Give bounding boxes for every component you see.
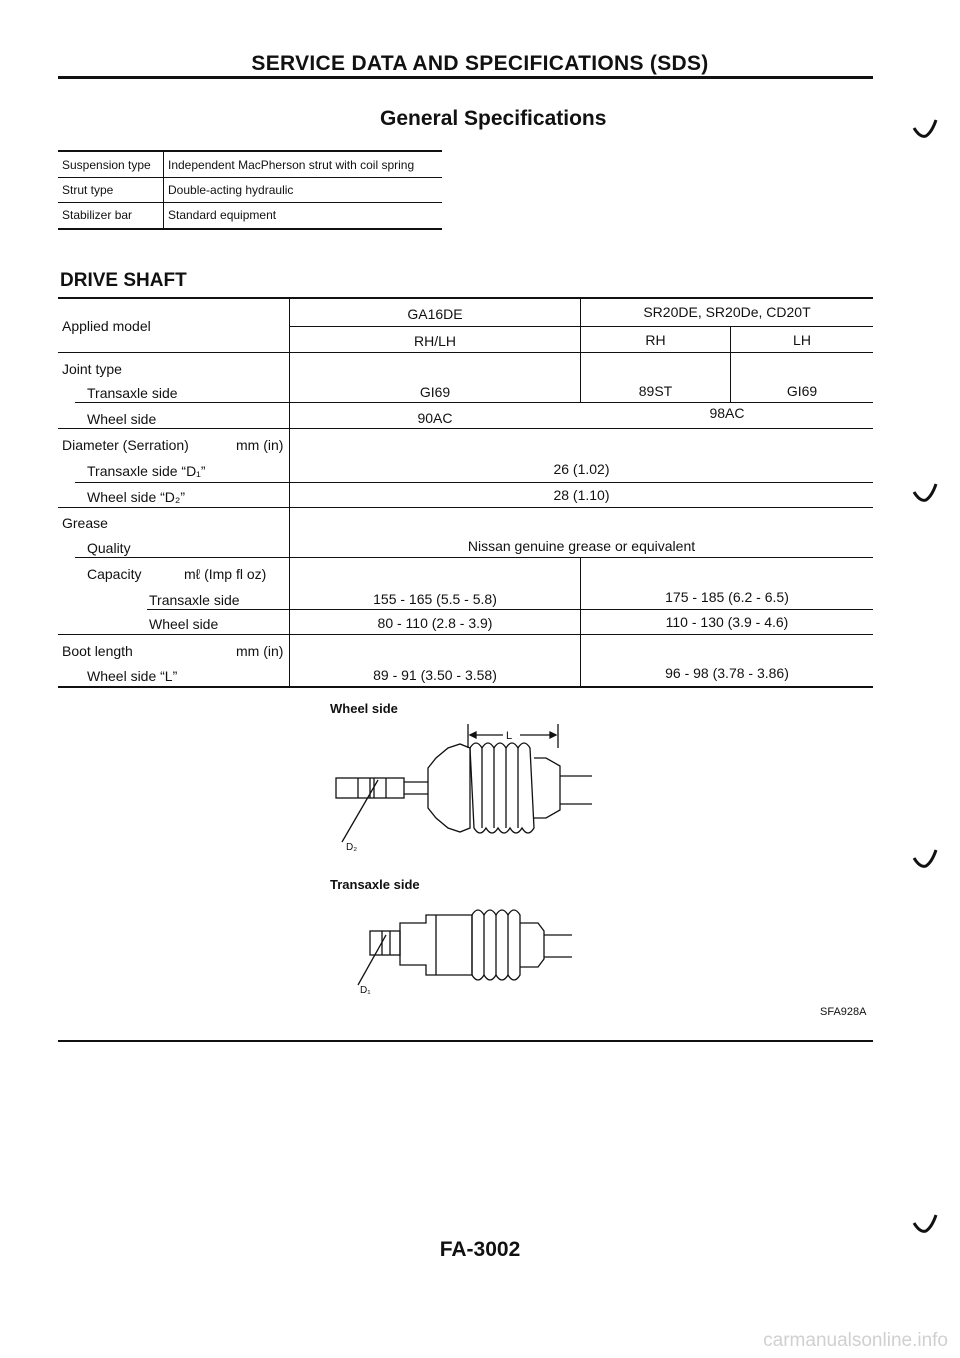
cap-trans-ga: 155 - 165 (5.5 - 5.8): [373, 591, 497, 607]
grease-capacity-unit: mℓ (Imp fl oz): [184, 566, 267, 582]
general-row-label: Suspension type: [62, 158, 151, 172]
applied-model-label: Applied model: [62, 318, 151, 334]
joint-wheel-sr: 98AC: [709, 405, 745, 421]
figure-transaxle-side-label: Transaxle side: [330, 877, 420, 892]
grease-quality-value: Nissan genuine grease or equivalent: [467, 538, 696, 554]
capacity-wheel-label: Wheel side: [149, 616, 219, 632]
grease-capacity-label: Capacity: [87, 566, 142, 582]
dim-d1-label: D₁: [360, 985, 371, 996]
boot-length-label: Boot length: [62, 643, 133, 659]
wheel-side-shaft-drawing: [320, 718, 610, 858]
general-row-value: Double-acting hydraulic: [168, 183, 294, 197]
general-row-label: Strut type: [62, 183, 114, 197]
margin-tick-icon: [912, 848, 938, 870]
general-specs-title: General Specifications: [380, 107, 607, 130]
margin-tick-icon: [912, 118, 938, 140]
capacity-transaxle-label: Transaxle side: [149, 592, 240, 608]
figure-code: SFA928A: [820, 1006, 867, 1018]
margin-tick-icon: [912, 482, 938, 504]
dim-d2-label: D₂: [346, 842, 358, 853]
boot-sr: 96 - 98 (3.78 - 3.86): [665, 665, 789, 681]
joint-wheel-ga: 90AC: [417, 410, 453, 426]
model-sr20de: SR20DE, SR20De, CD20T: [643, 304, 811, 320]
general-table-bottom: [58, 228, 442, 230]
cap-wheel-sr: 110 - 130 (3.9 - 4.6): [665, 614, 789, 630]
cap-wheel-ga: 80 - 110 (2.8 - 3.9): [377, 615, 493, 631]
side-rhlh: RH/LH: [413, 333, 456, 349]
joint-trans-ga: GI69: [419, 384, 451, 400]
boot-ga: 89 - 91 (3.50 - 3.58): [373, 667, 497, 683]
diameter-unit: mm (in): [236, 437, 284, 453]
joint-trans-rh: 89ST: [638, 383, 673, 399]
figure-bottom-rule: [58, 1040, 873, 1042]
general-table-top: [58, 150, 442, 152]
diameter-d1-value: 26 (1.02): [553, 461, 610, 477]
diameter-d2-value: 28 (1.10): [553, 487, 610, 503]
boot-length-unit: mm (in): [236, 643, 284, 659]
grease-label: Grease: [62, 515, 108, 531]
drive-table-bottom: [58, 686, 873, 688]
model-ga16de: GA16DE: [407, 306, 463, 322]
drive-table-top: [58, 297, 873, 299]
cap-trans-sr: 175 - 185 (6.2 - 6.5): [665, 589, 789, 605]
page-number: FA-3002: [439, 1238, 521, 1261]
side-lh: LH: [793, 332, 811, 348]
joint-transaxle-label: Transaxle side: [87, 385, 178, 401]
transaxle-side-shaft-drawing: [340, 895, 600, 1005]
drive-shaft-title: DRIVE SHAFT: [60, 270, 187, 291]
header-rule: [58, 76, 873, 79]
joint-wheel-label: Wheel side: [87, 411, 157, 427]
general-row-value: Independent MacPherson strut with coil spring: [168, 158, 415, 172]
dim-l-label: L: [506, 730, 513, 742]
margin-tick-icon: [912, 1213, 938, 1235]
joint-trans-lh: GI69: [786, 383, 818, 399]
grease-quality-label: Quality: [87, 540, 131, 556]
general-row-label: Stabilizer bar: [62, 208, 133, 222]
boot-wheel-l-label: Wheel side “L”: [87, 668, 178, 684]
diameter-d2-label: Wheel side “D₂”: [87, 489, 186, 505]
diameter-d1-label: Transaxle side “D₁”: [87, 463, 206, 479]
figure-wheel-side-label: Wheel side: [330, 701, 398, 716]
diameter-label: Diameter (Serration): [62, 437, 189, 453]
general-row-value: Standard equipment: [168, 208, 277, 222]
page-header-title: SERVICE DATA AND SPECIFICATIONS (SDS): [251, 52, 709, 75]
joint-type-label: Joint type: [62, 361, 122, 377]
watermark: carmanualsonline.info: [763, 1330, 948, 1351]
side-rh: RH: [645, 332, 666, 348]
